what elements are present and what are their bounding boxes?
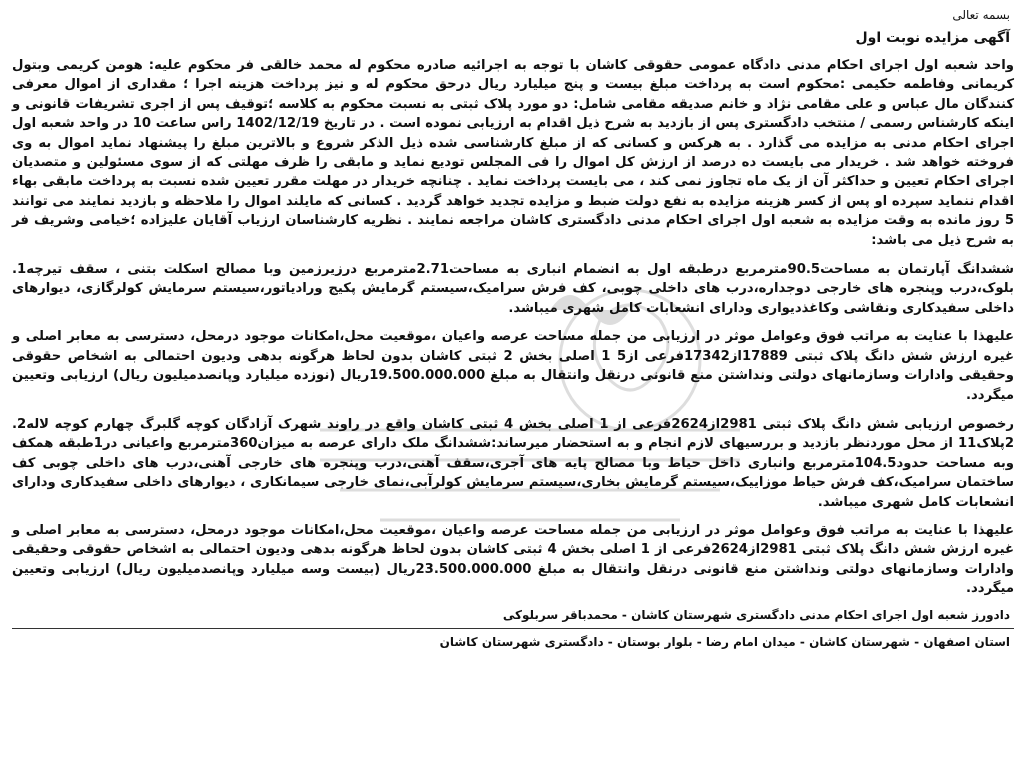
item1-description: ششدانگ آپارتمان به مساحت90.5مترمربع درطبقه اول به انضمام انباری به مساحت2.71مترمربع درزیرزمین وبا مصالح اسکلت بتنی ، سقف تیرچه1. بلوک،درب وپنجره های خارجی دوجداره،درب های داخلی چوبی، کف فرش سرامیک،سیستم گرمایش پکیج ورادیاتور،سیستم سرمایش کولرگازی، دیوارهای داخلی سفیدکاری ونقاشی وکاغذدیواری ودارای انشعابات کامل شهری میباشد.	[12, 262, 1014, 316]
footer-divider	[12, 628, 1014, 629]
address-line: استان اصفهان - شهرستان کاشان - میدان امام رضا - بلوار بوستان - دادگستری شهرستان کاشان	[439, 634, 1010, 649]
item2-valuation: علیهذا با عنایت به مراتب فوق وعوامل موثر در ارزیابی من جمله مساحت عرصه واعیان ،موقعیت محل،امکانات موجود درمحل، دسترسی به معابر اصلی و غیره ارزش شش دانگ پلاک ثبتی 2981از2624فرعی از 1 اصلی بخش 4 ثبتی کاشان بدون لحاظ هرگونه بدهی ودیون احتمالی به اشخاص حقوقی وحقیقی وادارات وسازمانهای دولتی ونداشتن منع قانونی درنقل وانتقال به مبلغ 23.500.000.000ریال (بیست وسه میلیارد وپانصدمیلیون ریال) ارزیابی وتعیین میگردد.	[12, 522, 1014, 597]
item1-valuation: علیهذا با عنایت به مراتب فوق وعوامل موثر در ارزیابی من جمله مساحت عرصه واعیان ،موقعیت محل،امکانات موجود درمحل، دسترسی به معابر اصلی و غیره ارزش شش دانگ پلاک ثبتی 17889از17342فرعی از5 1 اصلی بخش 2 ثبتی کاشان بدون لحاظ هرگونه بدهی ودیون احتمالی به اشخاص حقوقی وحقیقی وادارات وسازمانهای دولتی ونداشتن منع قانونی درنقل وانتقال به مبلغ 19.500.000.000ریال (نوزده میلیارد وپانصدمیلیون ریال) ارزیابی وتعیین میگردد.	[12, 329, 1014, 403]
notice-title: آگهی مزایده نوبت اول	[855, 30, 1010, 46]
basmala: بسمه تعالی	[952, 8, 1010, 22]
signature-line: دادورز شعبه اول اجرای احکام مدنی دادگستری شهرستان کاشان - محمدباقر سربلوکی	[502, 607, 1010, 622]
intro-paragraph: واحد شعبه اول اجرای احکام مدنی دادگاه عمومی حقوقی کاشان با توجه به اجرائیه صادره محکوم له محمد خالقی فر محکوم علیه: هومن کریمی وبتول کریمانی وفاطمه حکیمی :محکوم است به پرداخت مبلغ بیست و پنج میلیارد ریال درحق محکوم له و نیز پرداخت هزینه اجرا ؛ مقداری از اموال معرفی کنندگان مال عباس و علی مقامی نژاد و خانم صدیقه مقامی شامل: دو مورد پلاک ثبتی به نسبت محکوم به کلاسه ؛توقیف پس از اجری تشریفات قانونی و اینکه کارشناس رسمی / منتخب دادگستری پس از بازدید به شرح ذیل اقدام به ارزیابی نموده است . در تاریخ 1402/12/19 راس ساعت 10 در واحد شعبه اول اجرای احکام مدنی به مزایده می گذارد . به هرکس و کسانی که از مبلغ کارشناسی شده ذیل الذکر شروع و بالاترین مبلغ را پیشنهاد نماید اموال به وی فروخته خواهد شد . خریدار می بایست ده درصد از ارزش کل اموال را فی المجلس تودیع نماید و مابقی را ظرف مهلتی که از سوی مسئولین و متصدیان اجرای احکام تعیین و حداکثر آن از یک ماه تجاوز نمی کند ، می بایست پرداخت نماید . چنانچه خریدار در مهلت مقرر تعیین شده نسبت به پرداخت مابقی بهاء اقدام ننماید سپرده او پس از کسر هزینه مزایده به نفع دولت ضبط و مزایده تجدید خواهد گردید . کسانی که مایلند اموال را ملاحظه و بازدید نمایند می توانند 5 روز مانده به وقت مزایده به شعبه اول اجرای احکام مدنی دادگستری کاشان مراجعه نمایند . نظریه کارشناسان ارزیاب آقایان علیزاده ؛خیامی وشریف فر به شرح ذیل می باشد:	[12, 58, 1014, 248]
item2-description: رخصوص ارزیابی شش دانگ پلاک ثبتی 2981از2624فرعی از 1 اصلی بخش 4 ثبتی کاشان واقع در راوند شهرک آزادگان کوچه گلبرگ چهارم کوچه لاله2. 2پلاک11 از محل موردنظر بازدید و بررسیهای لازم انجام و به استحضار میرساند:ششدانگ ملک دارای عرصه به میزان360مترمربع واعیانی در1طبقه همکف وبه مساحت حدود104.5مترمربع وانباری داخل حیاط وبا مصالح پایه های آجری،سقف آهنی،درب وپنجره های خارجی آهنی،درب های داخلی چوبی کف ساختمان سرامیک،کف فرش حیاط موزاییک،سیستم گرمایش بخاری،سیستم سرمایش کولرآبی،نمای خارجی سیمانکاری ، دیوارهای داخلی سفیدکاری ودارای انشعابات کامل شهری میباشد.	[12, 416, 1015, 510]
